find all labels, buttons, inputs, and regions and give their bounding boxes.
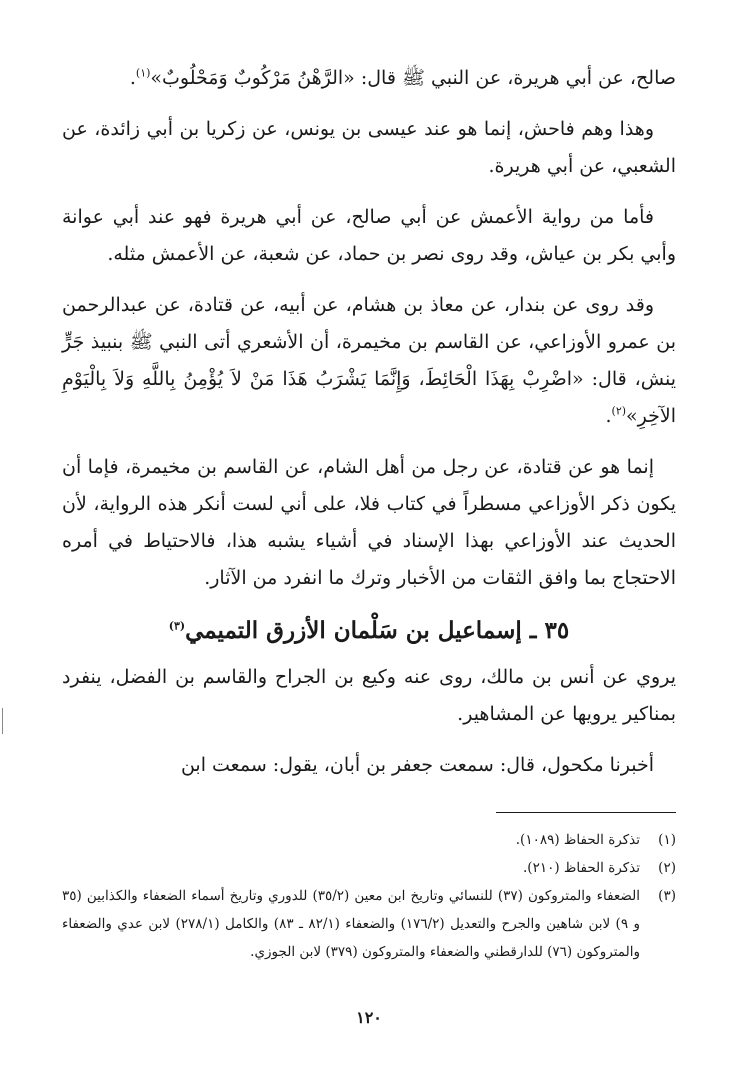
entry-title-text: ٣٥ ـ إسماعيل بن سَلْمان الأزرق التميمي <box>185 617 570 644</box>
paragraph-3: فأما من رواية الأعمش عن أبي صالح، عن أبي هريرة فهو عند أبي عوانة وأبي بكر بن عياش، وقد روى نصر بن حماد، عن شعبة، عن الأعمش مثله. <box>62 206 676 265</box>
footnotes <box>62 826 676 966</box>
main-text <box>62 60 676 798</box>
footnote-number: (٣) <box>658 888 676 904</box>
margin-mark <box>2 708 3 734</box>
entry-heading <box>62 611 676 651</box>
footnote-ref: (١) <box>135 66 151 80</box>
page-number: ١٢٠ <box>356 1008 382 1027</box>
footnote-ref: (٢) <box>611 404 627 418</box>
paragraph-text: وقد روى عن بندار، عن معاذ بن هشام، عن أبيه، عن قتادة، عن عبدالرحمن بن عمرو الأوزاعي، عن القاسم بن مخيمرة، أن الأشعري أتى النبي ﷺ بنبيذ جَرٍّ ينش، قال: «اضْرِبْ بِهَذَا الْحَائِطَ، وَإِنَّمَا يَشْرَبُ هَذَا مَنْ لاَ يُؤْمِنُ بِاللَّهِ وَلاَ بِالْيَوْمِ الآخِرِ» <box>62 294 676 427</box>
footnote-text: الضعفاء والمتروكون (٣٧) للنسائي وتاريخ ابن معين (٣٥/٢) للدوري وتاريخ أسماء الضعفاء والكذابين (٣٥ و ٩) لابن شاهين والجرح والتعديل (١٧٦/٢) والضعفاء (٨٢/١ ـ ٨٣) والكامل (٢٧٨/١) لابن عدي والضعفاء والمتروكون (٧٦) للدارقطني والضعفاء والمتروكون (٣٧٩) لابن الجوزي. <box>62 888 641 960</box>
footnote-2 <box>62 854 676 882</box>
footnote-1 <box>62 826 676 854</box>
footnote-ref: (٣) <box>168 619 186 633</box>
entry-paragraph-2: أخبرنا مكحول، قال: سمعت جعفر بن أبان، يقول: سمعت ابن <box>180 754 654 776</box>
paragraph-4: وقد روى عن بندار، عن معاذ بن هشام، عن أبيه، عن قتادة، عن عبدالرحمن بن عمرو الأوزاعي، عن القاسم بن مخيمرة، أن الأشعري أتى النبي ﷺ بنبيذ جَرٍّ ينش، قال: «اضْرِبْ بِهَذَا الْحَائِطَ، وَإِنَّمَا يَشْرَبُ هَذَا مَنْ لاَ يُؤْمِنُ بِاللَّهِ وَلاَ بِالْيَوْمِ الآخِرِ»$^{(٢)}$. <box>62 294 676 427</box>
entry-paragraph-1: يروي عن أنس بن مالك، روى عنه وكيع بن الجراح والقاسم بن الفضل، ينفرد بمناكير يرويها عن المشاهير. <box>62 666 676 725</box>
paragraph-1: صالح، عن أبي هريرة، عن النبي ﷺ قال: «الرَّهْنُ مَرْكُوبٌ وَمَحْلُوبٌ»$^{(١)}$. <box>129 66 676 89</box>
paragraph-2: وهذا وهم فاحش، إنما هو عند عيسى بن يونس، عن زكريا بن أبي زائدة، عن الشعبي، عن أبي هريرة. <box>62 118 676 177</box>
footnote-3 <box>62 882 676 966</box>
paragraph-5: إنما هو عن قتادة، عن رجل من أهل الشام، عن القاسم بن مخيمرة، فإما أن يكون ذكر الأوزاعي مسطراً في كتاب فلا، على أني لست أنكر هذه الرواية، لأن الحديث عند الأوزاعي بهذا الإسناد في أشياء يشبه هذا، فالاحتياط في أمره الاحتجاج بما وافق الثقات من الأخبار وترك ما انفرد من الآثار. <box>62 456 676 589</box>
footnote-number: (١) <box>658 832 676 848</box>
paragraph-text: صالح، عن أبي هريرة، عن النبي ﷺ قال: «الرَّهْنُ مَرْكُوبٌ وَمَحْلُوبٌ» <box>150 67 676 89</box>
footnote-divider <box>496 812 676 813</box>
footnote-text: تذكرة الحفاظ (٢١٠). <box>523 860 640 876</box>
footnote-number: (٢) <box>658 860 676 876</box>
footnote-text: تذكرة الحفاظ (١٠٨٩). <box>515 832 640 848</box>
